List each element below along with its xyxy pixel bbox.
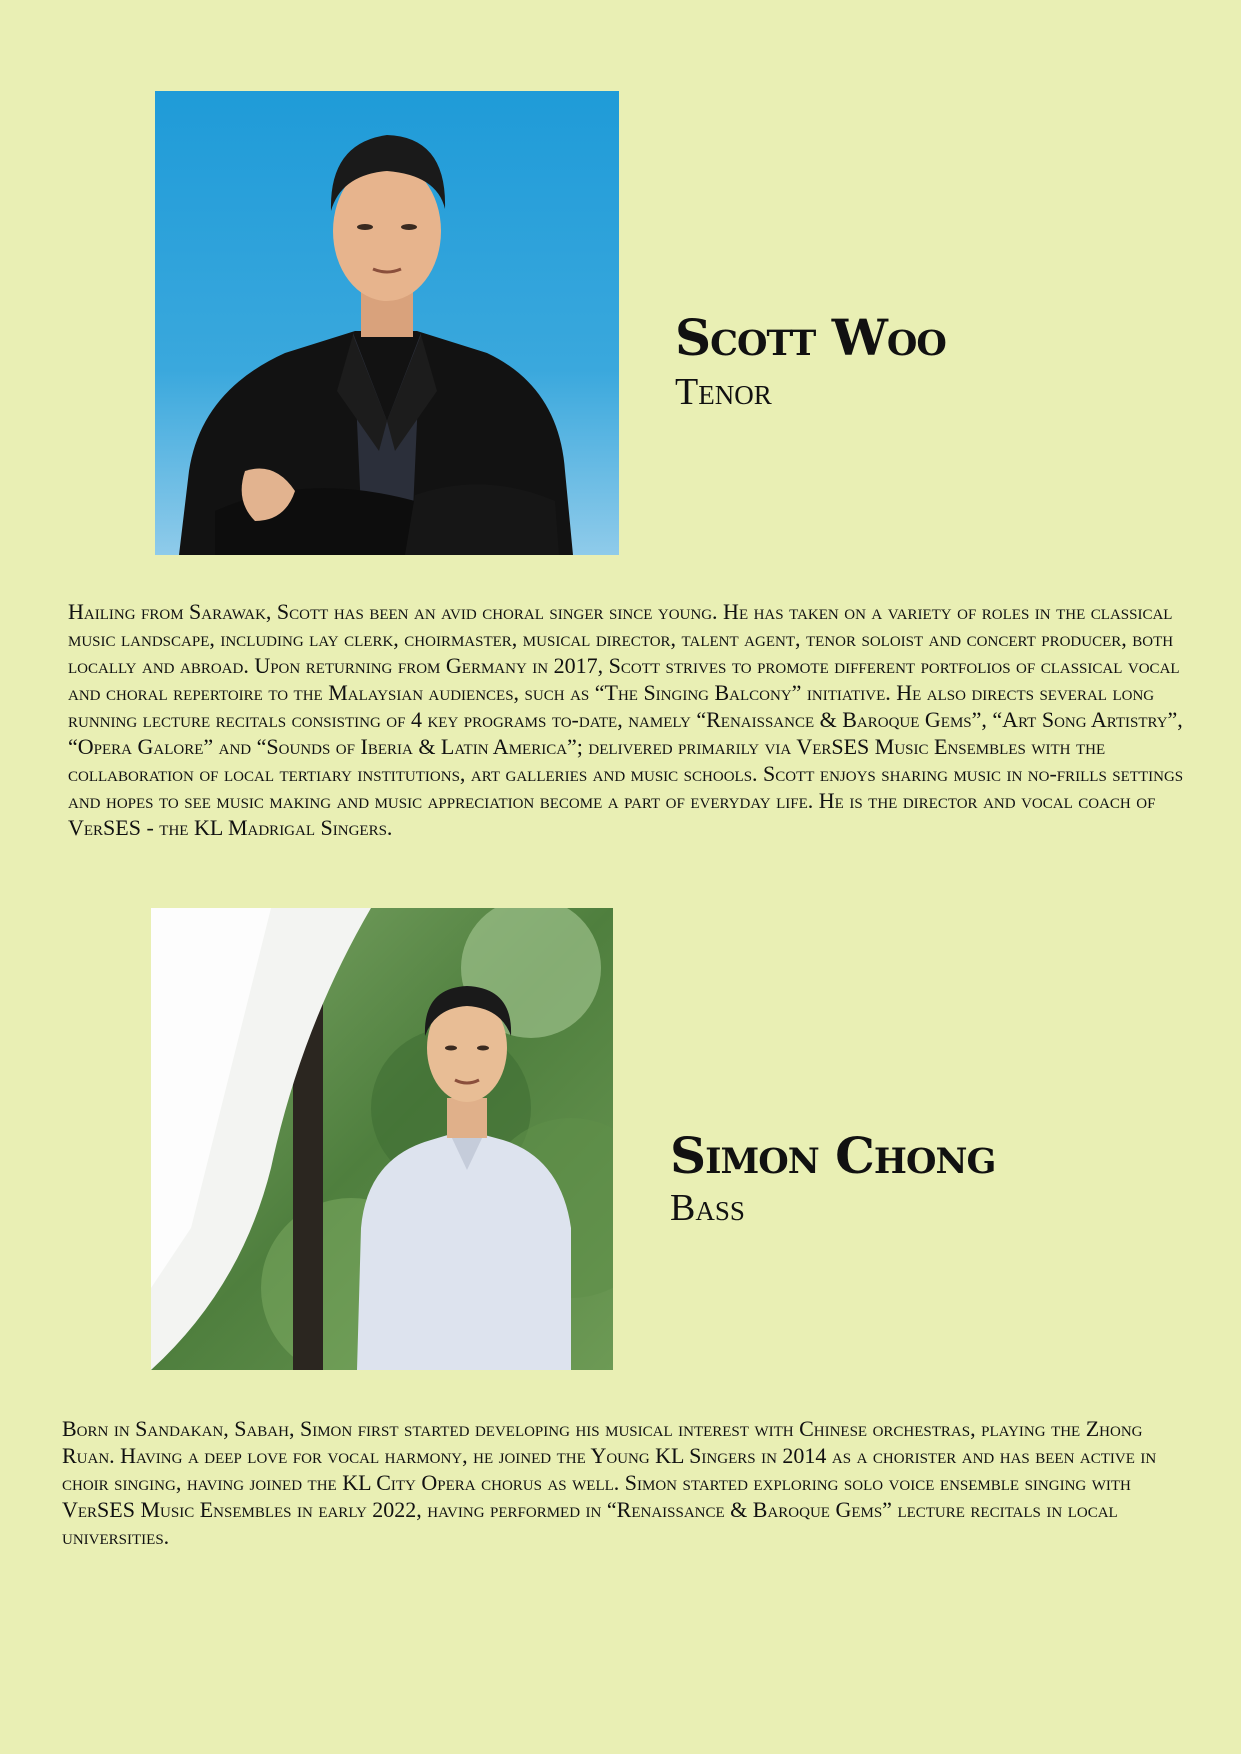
member-voice-part: Bass [670, 1187, 745, 1229]
member-biography: Hailing from Sarawak, Scott has been an avid choral singer since young. He has taken on a variety of roles in the classical music landscape, including lay clerk, choirmaster, musical director, talent agent, tenor soloist and concert producer, both locally and abroad. Upon returning from Germany in 2017, Scott strives to promote different portfolios of classical vocal and choral repertoire to the Malaysian audiences, such as “The Singing Balcony” initiative. He also directs several long running lecture recitals consisting of 4 key programs to-date, namely “Renaissance & Baroque Gems”, “Art Song Artistry”, “Opera Galore” and “Sounds of Iberia & Latin America”; delivered primarily via VerSES Music Ensembles with the collaboration of local tertiary institutions, art galleries and music schools. Scott enjoys sharing music in no-frills settings and hopes to see music making and music appreciation become a part of everyday life. He is the director and vocal coach of VerSES - the KL Madrigal Singers. [68, 599, 1184, 840]
member-name: Scott Woo [675, 308, 946, 367]
member-voice-part: Tenor [675, 371, 772, 413]
member-name: Simon Chong [670, 1126, 996, 1185]
member-biography: Born in Sandakan, Sabah, Simon first started developing his musical interest with Chinese orchestras, playing the Zhong Ruan. Having a deep love for vocal harmony, he joined the Young KL Singers in 2014 as a chorister and has been active in choir singing, having joined the KL City Opera chorus as well. Simon started exploring solo voice ensemble singing with VerSES Music Ensembles in early 2022, having performed in “Renaissance & Baroque Gems” lecture recitals in local universities. [62, 1416, 1157, 1549]
portrait-photo-scott-woo [155, 91, 619, 555]
portrait-photo-simon-chong [151, 908, 613, 1370]
